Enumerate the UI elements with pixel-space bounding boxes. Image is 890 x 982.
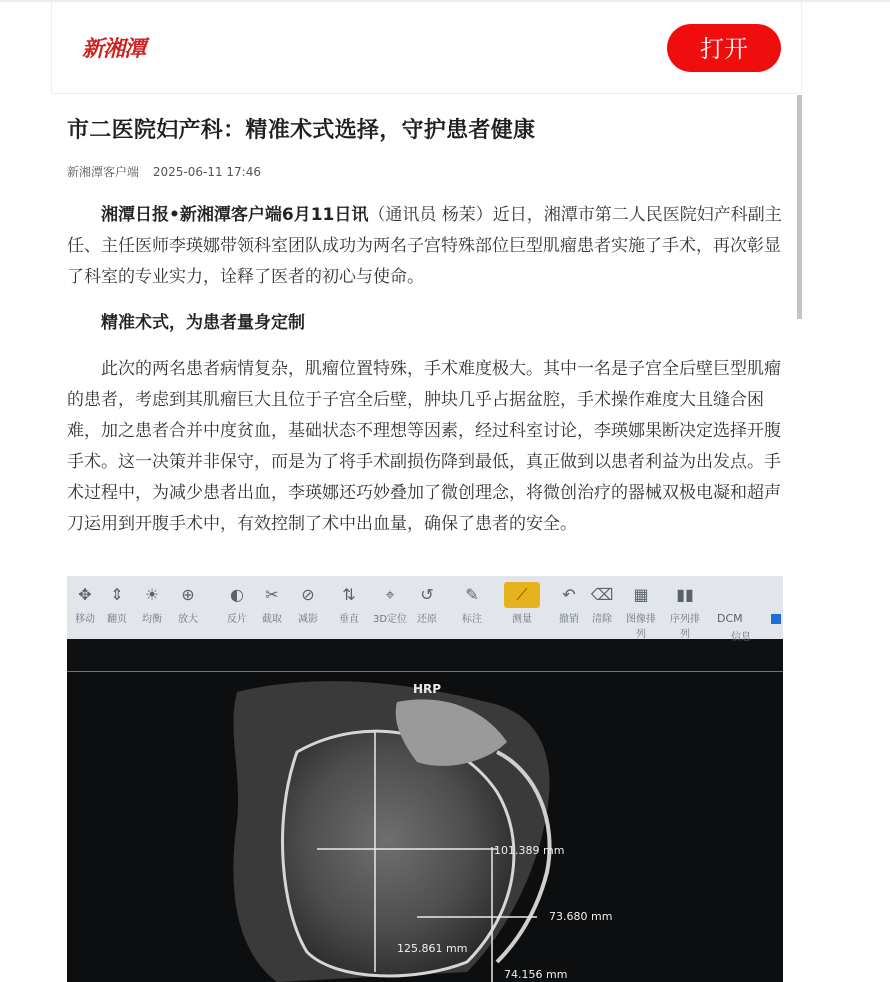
scan-tag: HRP <box>413 682 442 696</box>
vertical-icon: ⇅ <box>342 585 356 604</box>
sequence-icon: ▮▮ <box>676 585 694 604</box>
toolbar-button-sequence <box>667 582 703 640</box>
toolbar-button-zoom <box>170 582 206 625</box>
annotate-icon: ✎ <box>465 585 479 604</box>
article-body <box>67 200 783 555</box>
toolbar-label: 截取 <box>262 614 282 625</box>
dateline: 湘潭日报•新湘潭客户端6月11日讯 <box>101 205 369 225</box>
page-icon: ⇕ <box>110 585 124 604</box>
viewer-toolbar <box>67 576 783 643</box>
dcm-label: DCM <box>717 612 743 625</box>
toolbar-button-move <box>67 582 103 625</box>
section-subheading <box>67 308 783 339</box>
toolbar-label: 移动 <box>75 614 95 625</box>
toolbar-label: 垂直 <box>339 614 359 625</box>
invert-icon: ◐ <box>230 585 244 604</box>
toolbar-button-page <box>99 582 135 625</box>
info-label: 信息 <box>731 632 751 643</box>
subheading-text: 精准术式，为患者量身定制 <box>101 313 305 333</box>
toolbar-button-locate-3d <box>372 582 408 625</box>
measure-icon: ⟋ <box>504 582 540 608</box>
toolbar-button-restore <box>409 582 445 625</box>
article-source: 新湘潭客户端 <box>67 165 140 179</box>
crop-icon: ✂ <box>265 585 279 604</box>
move-icon: ✥ <box>78 585 92 604</box>
scrollbar-thumb[interactable] <box>797 95 802 319</box>
zoom-icon: ⊕ <box>181 585 195 604</box>
toolbar-label: 3D定位 <box>372 614 408 625</box>
measurement-label: 74.156 mm <box>504 968 568 981</box>
undo-icon: ↶ <box>562 585 576 604</box>
toolbar-button-clear <box>584 582 620 625</box>
toolbar-label: 放大 <box>178 614 198 625</box>
toolbar-label: 反片 <box>227 614 247 625</box>
toolbar-label: 撤销 <box>559 614 579 625</box>
toolbar-label: 减影 <box>298 614 318 625</box>
app-header <box>51 2 802 94</box>
app-logo[interactable]: 新湘潭 <box>82 36 146 62</box>
dcm-checkbox <box>771 614 781 624</box>
article-meta <box>67 163 261 180</box>
toolbar-label: 图像排列 <box>626 614 656 640</box>
measurement-label: 125.861 mm <box>397 942 468 955</box>
toolbar-button-balance <box>134 582 170 625</box>
toolbar-button-annotate <box>454 582 490 625</box>
toolbar-label: 标注 <box>462 614 482 625</box>
toolbar-button-undo <box>551 582 587 625</box>
measurement-label: 101.389 mm <box>494 844 565 857</box>
clear-icon: ⌫ <box>590 585 614 604</box>
mri-screenshot-image <box>67 576 783 982</box>
layout-icon: ▦ <box>633 585 649 604</box>
intro-text: （通讯员 杨茉）近日，湘潭市第二人民医院妇产科副主任、主任医师李瑛娜带领科室团队成功为两名子宫特殊部位巨型肌瘤患者实施了手术，再次彰显了科室的专业实力，诠释了医者的初心与使命。 <box>67 205 782 287</box>
locate-3d-icon: ⌖ <box>385 585 395 604</box>
toolbar-label: 均衡 <box>142 614 162 625</box>
article-date: 2025-06-11 17:46 <box>152 165 261 179</box>
toolbar-button-layout <box>623 582 659 640</box>
article-title: 市二医院妇产科：精准术式选择，守护患者健康 <box>67 118 536 143</box>
toolbar-button-invert <box>219 582 255 625</box>
toolbar-button-subtract <box>290 582 326 625</box>
toolbar-label: 清除 <box>592 614 612 625</box>
open-app-button[interactable]: 打开 <box>667 24 781 72</box>
paragraph-detail: 此次的两名患者病情复杂，肌瘤位置特殊，手术难度极大。其中一名是子宫全后壁巨型肌瘤的患者，考虑到其肌瘤巨大且位于子宫全后壁，肿块几乎占据盆腔，手术操作难度大且缝合困难，加之患者合并中度贫血，基础状态不理想等因素，经过科室讨论，李瑛娜果断决定选择开腹手术。这一决策并非保守，而是为了将手术副损伤降到最低，真正做到以患者利益为出发点。手术过程中，为减少患者出血，李瑛娜还巧妙叠加了微创理念，将微创治疗的器械双极电凝和超声刀运用到开腹手术中，有效控制了术中出血量，确保了患者的安全。 <box>67 359 781 534</box>
paragraph-intro <box>67 200 783 293</box>
balance-icon: ☀ <box>144 585 160 604</box>
measurement-label: 73.680 mm <box>549 910 613 923</box>
restore-icon: ↺ <box>420 585 434 604</box>
mri-scan <box>67 672 783 982</box>
toolbar-button-measure <box>504 582 540 625</box>
toolbar-button-crop <box>254 582 290 625</box>
subtract-icon: ⊘ <box>301 585 315 604</box>
toolbar-label: 翻页 <box>107 614 127 625</box>
toolbar-label: 还原 <box>417 614 437 625</box>
toolbar-label: 序列排列 <box>670 614 700 640</box>
toolbar-button-vertical <box>331 582 367 625</box>
toolbar-label: 测量 <box>512 614 532 625</box>
